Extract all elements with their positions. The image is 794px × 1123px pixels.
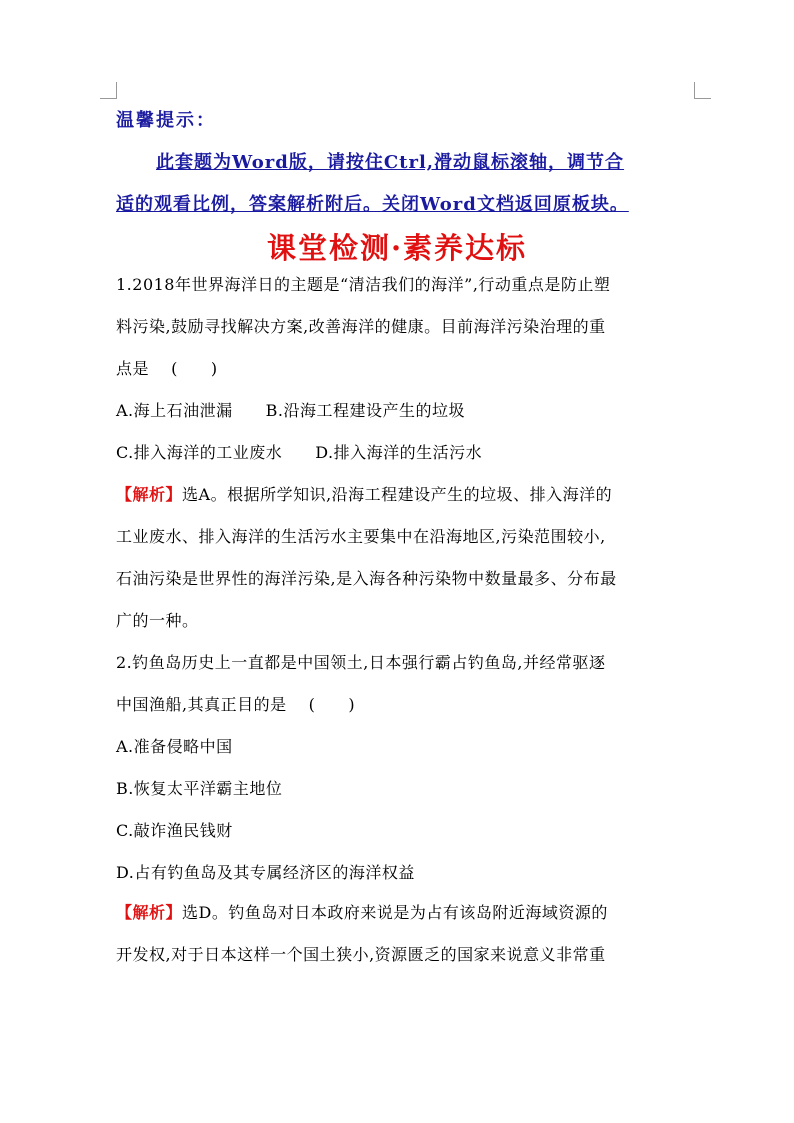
section-title: 课堂检测·素养达标 xyxy=(266,231,528,265)
question-2-option-c: C.敲诈渔民钱财 xyxy=(116,821,233,840)
margin-corner-mark xyxy=(100,82,117,99)
question-2-line-2: 中国渔船,其真正目的是 ( ) xyxy=(116,695,356,714)
tip-line-2: 适的观看比例，答案解析附后。关闭Word文档返回原板块。 xyxy=(116,194,629,215)
question-1-line-2: 料污染,鼓励寻找解决方案,改善海洋的健康。目前海洋污染治理的重 xyxy=(116,317,606,336)
question-2-option-d: D.占有钓鱼岛及其专属经济区的海洋权益 xyxy=(116,863,415,882)
question-1-line-1: 1.2018年世界海洋日的主题是“清洁我们的海洋”,行动重点是防止塑 xyxy=(116,275,611,294)
margin-corner-mark xyxy=(694,82,711,99)
answer-2-line-1 xyxy=(116,900,686,923)
answer-1-line-2: 工业废水、排入海洋的生活污水主要集中在沿海地区,污染范围较小, xyxy=(116,527,606,546)
question-2-line-1: 2.钓鱼岛历史上一直都是中国领土,日本强行霸占钓鱼岛,并经常驱逐 xyxy=(116,653,606,672)
answer-2-line-2: 开发权,对于日本这样一个国土狭小,资源匮乏的国家来说意义非常重 xyxy=(116,945,606,964)
answer-1-line-3: 石油污染是世界性的海洋污染,是入海各种污染物中数量最多、分布最 xyxy=(116,569,617,588)
question-1-options-cd: C.排入海洋的工业废水 D.排入海洋的生活污水 xyxy=(116,443,483,462)
question-2-option-b: B.恢复太平洋霸主地位 xyxy=(116,779,283,798)
answer-2-text: 选D。钓鱼岛对日本政府来说是为占有该岛附近海域资源的 xyxy=(182,903,608,922)
tip-title: 温馨提示： xyxy=(116,110,216,131)
answer-tag: 【解析】 xyxy=(116,903,183,922)
tip-line-1: 此套题为Word版，请按住Ctrl,滑动鼠标滚轴，调节合 xyxy=(156,152,625,173)
answer-1-line-4: 广的一种。 xyxy=(116,611,199,630)
answer-1-line-1 xyxy=(116,482,686,505)
answer-tag: 【解析】 xyxy=(116,485,183,504)
question-1-options-ab: A.海上石油泄漏 B.沿海工程建设产生的垃圾 xyxy=(116,401,465,420)
answer-1-text: 选A。根据所学知识,沿海工程建设产生的垃圾、排入海洋的 xyxy=(182,485,613,504)
question-1-line-3: 点是 ( ) xyxy=(116,359,218,378)
question-2-option-a: A.准备侵略中国 xyxy=(116,737,233,756)
